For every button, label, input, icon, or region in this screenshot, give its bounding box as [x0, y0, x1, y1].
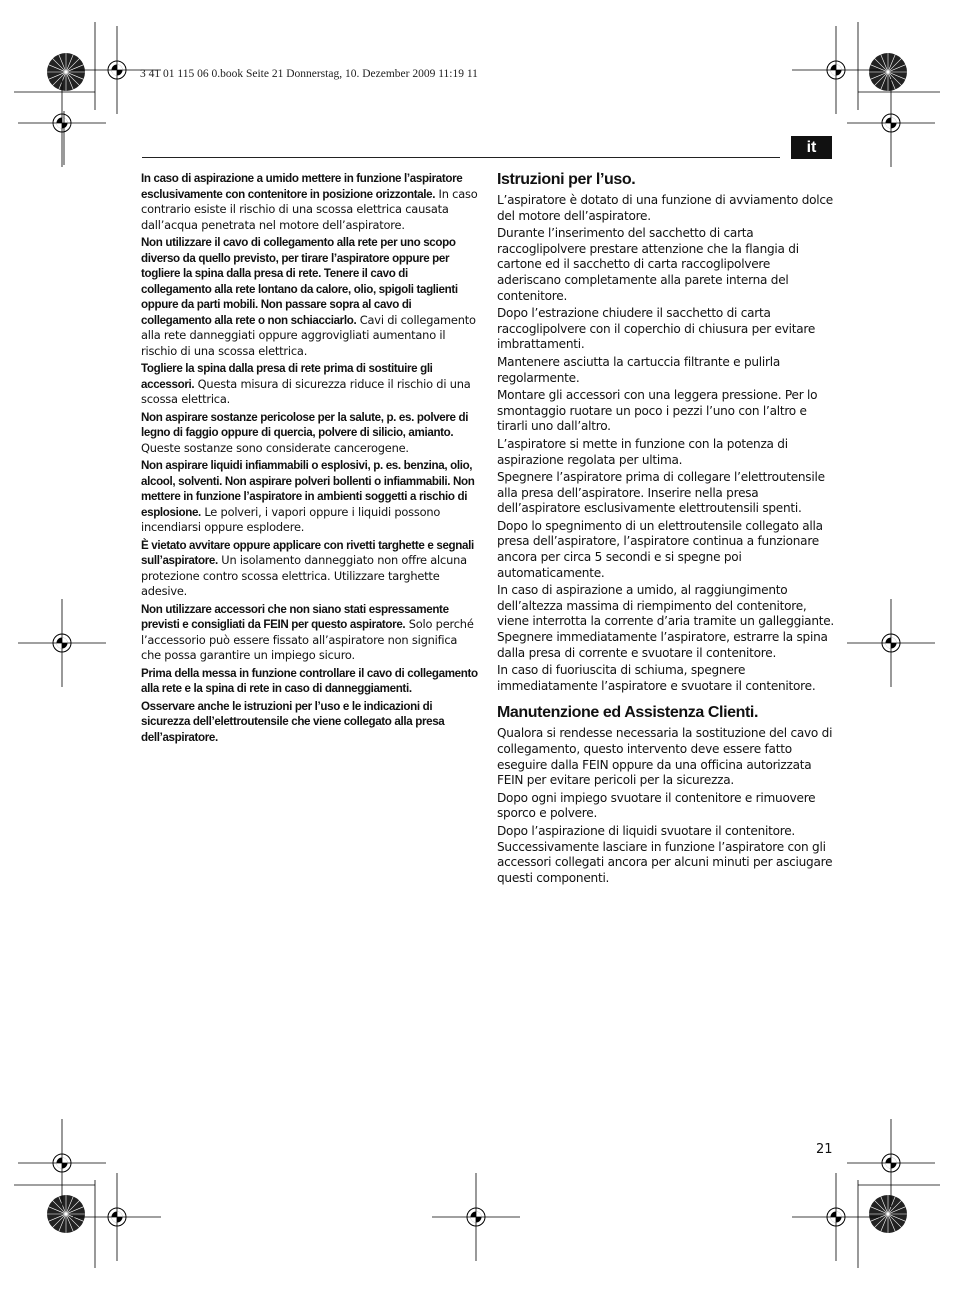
- instruction-paragraph: L’aspiratore si mette in funzione con la potenza di aspirazione regolata per ultima.: [497, 436, 788, 467]
- page-number: 21: [816, 1142, 833, 1157]
- section-heading-instructions: Istruzioni per l’uso.: [497, 171, 636, 188]
- instruction-paragraph: Montare gli accessori con una leggera pressione. Per lo smontaggio ruotare un poco i pezzi l’uno con l’altro e tirarli uno dall’altro.: [497, 388, 818, 434]
- instruction-paragraph: In caso di aspirazione a umido, al raggiungimento dell’altezza massima di riempimento del contenitore, viene interrotta la corrente d’aria tramite un galleggiante. Spegnere immediatamente l’aspiratore, estrarre la spina dalla presa di corrente e svuotare il contenitore.: [497, 583, 835, 660]
- maintenance-paragraph: Dopo l’aspirazione di liquidi svuotare il contenitore. Successivamente lasciare in funzione l’aspiratore con gli accessori collegati ancora per alcuni minuti per asciugare questi componenti.: [497, 823, 833, 885]
- section-heading-maintenance: Manutenzione ed Assistenza Clienti.: [497, 704, 759, 722]
- instruction-paragraph: Durante l’inserimento del sacchetto di carta raccoglipolvere prestare attenzione che la flangia di cartone ed il sacchetto di carta raccoglipolvere aderiscano completamente alla parete interna del contenitore.: [497, 226, 799, 303]
- language-tab: it: [791, 136, 832, 159]
- instruction-paragraph: L’aspiratore è dotato di una funzione di avviamento dolce del motore dell’aspiratore.: [497, 193, 833, 223]
- safety-paragraph: Non aspirare liquidi infiammabili o esplosivi, p. es. benzina, olio, alcool, solventi. Non aspirare polveri bollenti o infiammabili. Non mettere in funzione l’aspiratore in ambienti soggetti a rischio di esplosione. Le polveri, i vapori oppure i liquidi possono incendiarsi oppure esplodere.: [141, 459, 475, 534]
- safety-paragraph: Non aspirare sostanze pericolose per la salute, p. es. polvere di legno di faggio oppure di quercia, polvere di silicio, amianto. Queste sostanze sono considerate cancerogene.: [141, 410, 469, 455]
- safety-column: [141, 171, 479, 747]
- safety-paragraph: In caso di aspirazione a umido mettere in funzione l’aspiratore esclusivamente con contenitore in posizione orizzontale. In caso contrario esiste il rischio di una scossa elettrica causata dall’acqua penetrata nel motore dell’aspiratore.: [141, 172, 478, 232]
- safety-paragraph: Non utilizzare il cavo di collegamento alla rete per uno scopo diverso da quello previsto, per tirare l’aspiratore oppure per togliere la spina dalla presa di rete. Tenere il cavo di collegamento alla rete lontano da calore, olio, spigoli taglienti oppure da parti mobili. Non passare sopra al cavo di collegamento alla rete o non schiacciarlo. Cavi di collegamento alla rete danneggiati oppure aggrovigliati aumentano il rischio di una scossa elettrica.: [141, 236, 476, 358]
- instruction-paragraph: Dopo lo spegnimento di un elettroutensile collegato alla presa dell’aspiratore, l’aspiratore continua a funzionare ancora per circa 5 secondi e si spegne poi automaticamente.: [497, 518, 823, 580]
- maintenance-paragraph: Qualora si rendesse necessaria la sostituzione del cavo di collegamento, questo intervento deve essere fatto eseguire dalla FEIN oppure da una officina autorizzata FEIN per evitare pericoli per la sicurezza.: [497, 726, 833, 788]
- header-rule: [142, 157, 780, 158]
- instruction-paragraph: In caso di fuoriuscita di schiuma, spegnere immediatamente l’aspiratore e svuotare il contenitore.: [497, 663, 816, 693]
- file-info: 3 41 01 115 06 0.book Seite 21 Donnerstag, 10. Dezember 2009 11:19 11: [140, 68, 478, 80]
- safety-paragraph: Togliere la spina dalla presa di rete prima di sostituire gli accessori. Questa misura di sicurezza riduce il rischio di una scossa elettrica.: [141, 362, 471, 406]
- instruction-paragraph: Dopo l’estrazione chiudere il sacchetto di carta raccoglipolvere con il coperchio di chiusura per evitare imbrattamenti.: [497, 306, 816, 352]
- maintenance-paragraph: Dopo ogni impiego svuotare il contenitore e rimuovere sporco e polvere.: [497, 790, 816, 821]
- safety-paragraph: È vietato avvitare oppure applicare con rivetti targhette e segnali sull’aspiratore. Un isolamento danneggiato non offre alcuna protezione contro scossa elettrica. Utilizzare targhette adesive.: [141, 538, 474, 598]
- safety-paragraph: Non utilizzare accessori che non siano stati espressamente previsti e consigliati da FEIN per questo aspiratore. Solo perché l’accessorio può essere fissato all’aspiratore non significa che possa garantire un impiego sicuro.: [141, 602, 474, 662]
- instruction-paragraph: Mantenere asciutta la cartuccia filtrante e pulirla regolarmente.: [497, 354, 781, 385]
- instruction-paragraph: Spegnere l’aspiratore prima di collegare l’elettroutensile alla presa dell’aspiratore. Inserire nella presa dell’aspiratore esclusivamente elettroutensili spenti.: [497, 470, 825, 516]
- safety-paragraph: Prima della messa in funzione controllare il cavo di collegamento alla rete e la spina di rete in caso di danneggiamenti.: [141, 666, 478, 695]
- safety-paragraph: Osservare anche le istruzioni per l’uso e le indicazioni di sicurezza dell’elettroutensile che viene collegato alla presa dell’aspiratore.: [141, 699, 445, 744]
- instructions-column: [497, 170, 835, 888]
